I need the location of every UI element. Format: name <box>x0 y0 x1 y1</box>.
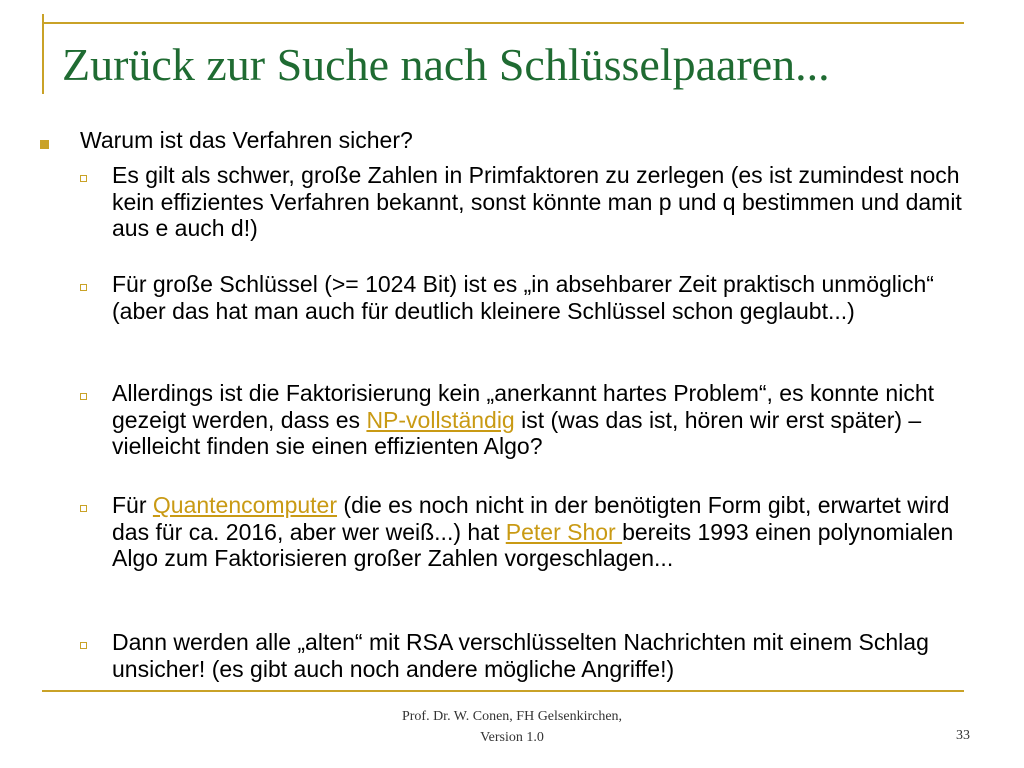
list-item: Es gilt als schwer, große Zahlen in Primfaktoren zu zerlegen (es ist zumindest noch kein effizientes Verfahren bekannt, sonst könnte man p und q bestimmen und damit aus e auch d!) <box>112 162 962 241</box>
top-accent-line <box>42 22 964 24</box>
hollow-square-bullet-icon <box>80 284 87 291</box>
peter-shor-link[interactable]: Peter Shor <box>505 518 623 545</box>
left-accent-line <box>42 14 44 94</box>
footer-author: Prof. Dr. W. Conen, FH Gelsenkirchen, <box>401 709 623 724</box>
footer-version: Version 1.0 <box>480 730 544 745</box>
item-text: Allerdings ist die Faktorisierung kein „anerkannt hartes Problem“, es konnte nicht gezeigt werden, dass es <box>112 380 935 433</box>
list-item: Dann werden alle „alten“ mit RSA verschlüsselten Nachrichten mit einem Schlag unsicher! (es gibt auch noch andere mögliche Angriffe!) <box>112 629 929 682</box>
list-item <box>112 380 972 460</box>
square-bullet-icon <box>40 140 49 149</box>
item-text: bereits 1993 einen polynomialen Algo zum Faktorisieren großer Zahlen vorgeschlagen... <box>112 518 954 571</box>
bottom-accent-line <box>42 690 964 692</box>
hollow-square-bullet-icon <box>80 393 87 400</box>
quantencomputer-link[interactable]: Quantencomputer <box>152 492 338 518</box>
item-text: (die es noch nicht in der benötigten Form gibt, erwartet wird das für ca. 2016, aber wer weiß...) hat <box>112 492 950 545</box>
list-item <box>112 492 972 572</box>
slide-title: Zurück zur Suche nach Schlüsselpaaren... <box>62 39 830 90</box>
hollow-square-bullet-icon <box>80 175 87 182</box>
main-bullet-text: Warum ist das Verfahren sicher? <box>80 127 413 153</box>
footer <box>352 706 672 748</box>
hollow-square-bullet-icon <box>80 505 87 512</box>
item-text: ist (was das ist, hören wir erst später) – vielleicht finden sie einen effizienten Algo? <box>112 406 922 459</box>
hollow-square-bullet-icon <box>80 642 87 649</box>
page-number: 33 <box>956 728 970 743</box>
item-text: Für <box>112 492 153 518</box>
np-vollstaendig-link[interactable]: NP-vollständig <box>366 406 515 433</box>
list-item: Für große Schlüssel (>= 1024 Bit) ist es „in absehbarer Zeit praktisch unmöglich“ (aber das hat man auch für deutlich kleinere Schlüssel schon geglaubt...) <box>112 271 934 324</box>
